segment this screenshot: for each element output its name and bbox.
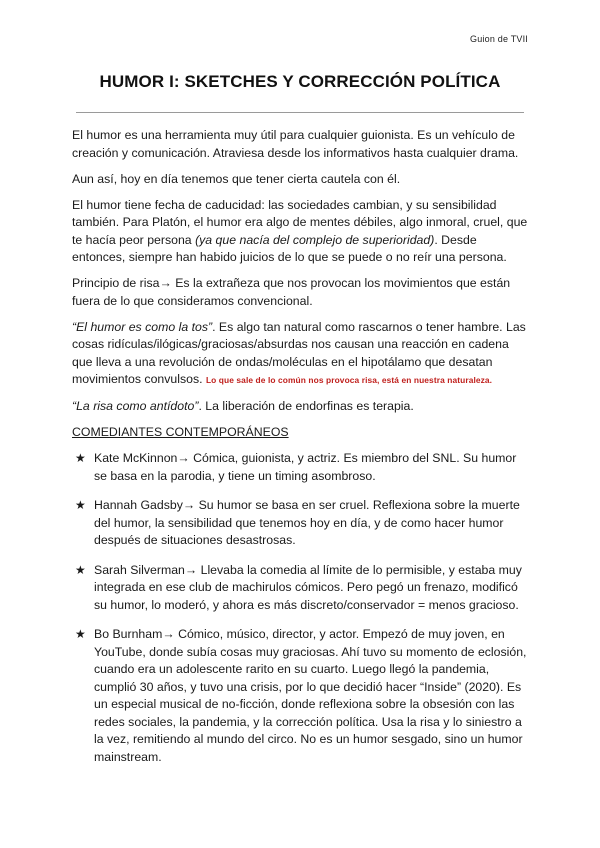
paragraph-antidote-quote: “La risa como antídoto”: [72, 399, 199, 413]
list-item-text: Bo Burnham→ Cómico, músico, director, y actor. Empezó de muy joven, en YouTube, donde subía cosas muy graciosas. Ahí tuvo su momento de eclosión, cuando era un adolescente rarito en su cuarto. Luego llegó la pandemia, cumplió 30 años, y tuvo una crisis, por lo que decidió hacer “Inside” (2020). Es un especial musical de no-ficción, donde reflexiona sobre la obsesión con las redes sociales, la pandemia, y la corrección política. Usa la risa y lo siniestro a la vez, remitiendo al mundo del circo. No es un humor sesgado, sino un humor mainstream.: [94, 627, 527, 764]
paragraph-laugh-principle: Principio de risa→ Es la extrañeza que nos provocan los movimientos que están fuera de lo que consideramos convencional.: [72, 276, 511, 308]
list-item: [72, 626, 530, 766]
paragraph-caution: Aun así, hoy en día tenemos que tener cierta cautela con él.: [72, 171, 401, 186]
paragraph-intro: El humor es una herramienta muy útil para cualquier guionista. Es un vehículo de creación y comunicación. Atraviesa desde los informativos hasta cualquier drama.: [72, 128, 519, 160]
paragraph-expiry: [72, 197, 530, 267]
list-item: [72, 562, 530, 615]
section-heading-comedians: COMEDIANTES CONTEMPORÁNEOS: [72, 425, 289, 439]
list-item-text: Hannah Gadsby→ Su humor se basa en ser cruel. Reflexiona sobre la muerte del humor, la sensibilidad que tenemos hoy en día, y de como hacer humor después de situaciones desastrosas.: [94, 498, 520, 547]
list-item-text: Sarah Silverman→ Llevaba la comedia al límite de lo permisible, y estaba muy integrada en ese club de machirulos cómicos. Pero pegó un frenazo, modificó su humor, lo moderó, y ahora es más discreto/conservador = menos gracioso.: [94, 562, 522, 612]
star-icon: ★: [75, 562, 86, 577]
paragraph-antidote: [72, 398, 530, 416]
paragraph-cough: [72, 319, 530, 390]
page-title: HUMOR I: SKETCHES Y CORRECCIÓN POLÍTICA: [99, 72, 501, 91]
paragraph-expiry-text-a: El humor tiene fecha de caducidad: las sociedades cambian, y su sensibilidad también. Para Platón, el humor era algo de mentes débiles, algo inmoral, cruel, que te hacía peor persona: [72, 197, 528, 247]
page-header-course: Guion de TVII: [470, 34, 528, 44]
list-item: [72, 497, 530, 550]
star-icon: ★: [75, 498, 86, 512]
list-item-text: Kate McKinnon→ Cómica, guionista, y actriz. Es miembro del SNL. Su humor se basa en la parodia, y tiene un timing asombroso.: [94, 451, 517, 483]
paragraph-cough-text: . Es algo tan natural como rascarnos o tener hambre. Las cosas ridículas/ilógicas/graciosas/absurdas nos causan una reacción en cadena que lleva a una revolución de ondas/moléculas en el hipotálamo que desatan movimientos convulsos.: [72, 319, 526, 386]
paragraph-cough-red-note: Lo que sale de lo común nos provoca risa, está en nuestra naturaleza.: [205, 375, 493, 385]
title-divider: [76, 112, 524, 113]
document-body: [72, 127, 530, 778]
paragraph-expiry-text-b: . Desde entonces, siempre han habido juicios de lo que se puede o no reír una persona.: [72, 232, 507, 264]
paragraph-cough-quote: “El humor es como la tos”: [72, 319, 213, 334]
star-icon: ★: [75, 627, 86, 641]
list-item: [72, 450, 530, 485]
comedians-list: [72, 450, 530, 766]
star-icon: ★: [75, 451, 86, 465]
paragraph-antidote-text: . La liberación de endorfinas es terapia.: [198, 399, 414, 413]
paragraph-expiry-italic: (ya que nacía del complejo de superioridad): [195, 232, 435, 247]
